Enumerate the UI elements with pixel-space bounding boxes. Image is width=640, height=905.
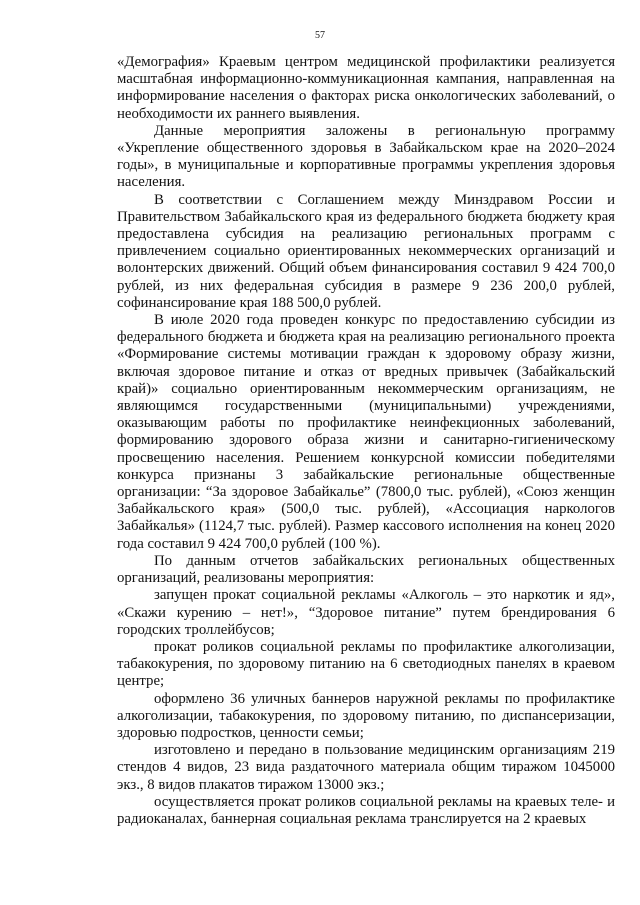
list-item-tv-radio-ads: осуществляется прокат роликов социальной рекламы на краевых теле- и радиоканалах, баннерная социальная реклама транслируется на 2 краевых: [117, 793, 615, 827]
list-item-street-banners: оформлено 36 уличных баннеров наружной рекламы по профилактике алкоголизации, табакокурения, по здоровому питанию, по диспансеризации, здоровью подростков, ценности семьи;: [117, 690, 615, 741]
paragraph-regional-program: Данные мероприятия заложены в региональную программу «Укрепление общественного здоровья в Забайкальском крае на 2020–2024 годы», в муниципальные и корпоративные программы укрепления здоровья населения.: [117, 122, 615, 191]
paragraph-demography-campaign: «Демография» Краевым центром медицинской профилактики реализуется масштабная информационно-коммуникационная кампания, направленная на информирование населения о факторах риска онкологических заболеваний, о необходимости их раннего выявления.: [117, 54, 615, 122]
document-body: [117, 54, 615, 828]
paragraph-subsidy-agreement: В соответствии с Соглашением между Минздравом России и Правительством Забайкальского края из федерального бюджета бюджету края предоставлена субсидия на реализацию региональных программ с привлечением социально ориентированных некоммерческих организаций и волонтерских движений. Общий объем финансирования составил 9 424 700,0 рублей, из них федеральная субсидия в размере 9 236 200,0 рублей, софинансирование края 188 500,0 рублей.: [117, 191, 615, 311]
list-item-led-panels: прокат роликов социальной рекламы по профилактике алкоголизации, табакокурения, по здоровому питанию на 6 светодиодных панелях в краевом центре;: [117, 638, 615, 690]
paragraph-subsidy-contest: В июле 2020 года проведен конкурс по предоставлению субсидии из федерального бюджета и бюджета края на реализацию регионального проекта «Формирование системы мотивации граждан к здоровому образу жизни, включая здоровое питание и отказ от вредных привычек (Забайкальский край)» социально ориентированным некоммерческим организациям, не являющимся государственными (муниципальными) учреждениями, оказывающим работы по профилактике неинфекционных заболеваний, формированию здорового образа жизни и санитарно-гигиеническому просвещению населения. Решением конкурсной комиссии победителями конкурса признаны 3 забайкальские региональные общественные организации: “За здоровое Забайкалье” (7800,0 тыс. рублей), «Союз женщин Забайкальского края» (500,0 тыс. рублей), «Ассоциация наркологов Забайкалья» (1124,7 тыс. рублей). Размер кассового исполнения на конец 2020 года составил 9 424 700,0 рублей (100 %).: [117, 312, 615, 552]
list-item-trolleybus-ads: запущен прокат социальной рекламы «Алкоголь – это наркотик и яд», «Скажи курению – нет!», “Здоровое питание” путем брендирования 6 городских троллейбусов;: [117, 587, 615, 638]
page-number: 57: [315, 30, 325, 41]
list-item-stands-materials: изготовлено и передано в пользование медицинским организациям 219 стендов 4 видов, 23 вида раздаточного материала общим тиражом 1045000 экз., 8 видов плакатов тиражом 13000 экз.;: [117, 742, 615, 793]
paragraph-reports-intro: По данным отчетов забайкальских региональных общественных организаций, реализованы мероприятия:: [117, 552, 615, 587]
